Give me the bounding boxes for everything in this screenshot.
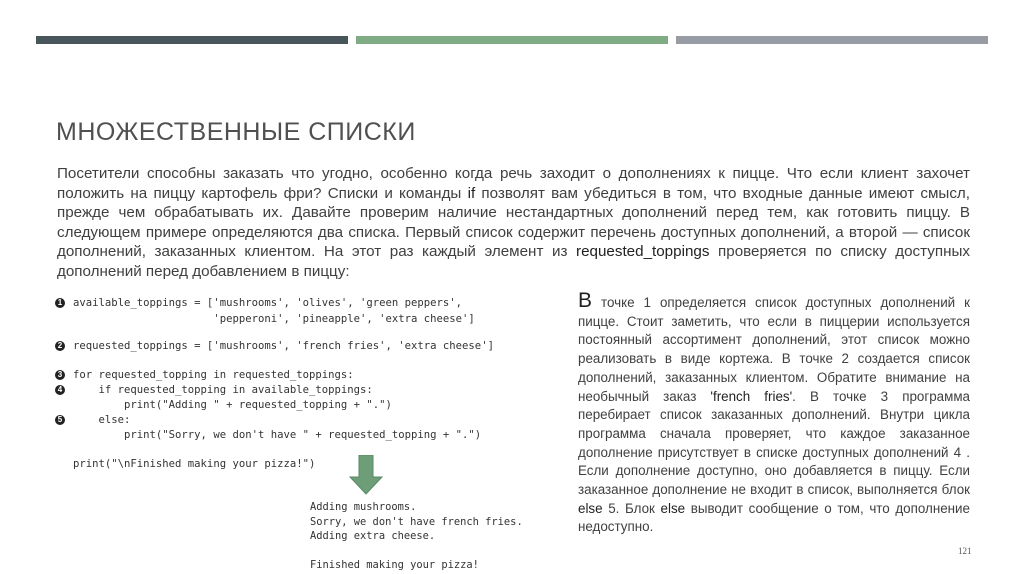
explanation-paragraph: В точке 1 определяется список доступных дополнений к пицце. Стоит заметить, что если в пиццерии используется постоянный ассортимент дополнений, этот список можно реализовать в виде кортежа. В точке 2 создается список дополнений, заказанных клиентом. Обратите внимание на необычный заказ 'french fries'. В точке 3 программа перебирает список заказанных дополнений. Внутри цикла программа сначала проверяет, что каждое заказанное дополнение присутствует в списке доступных дополнений 4 . Если дополнение доступно, оно добавляется в пиццу. Если заказанное дополнение не входит в список, выполняется блок else 5. Блок else выводит сообщение о том, что дополнение недоступно. [578, 289, 970, 535]
drop-letter: В [578, 289, 593, 312]
code-line: print("\nFinished making your pizza!") [73, 458, 316, 470]
intro-paragraph [57, 164, 970, 281]
intro-text: Посетители способны заказать что угодно, особенно когда речь заходит о дополнениях к пицце. Что если клиент захочет положить на пиццу картофель фри? Списки и команды [57, 165, 970, 202]
code-line: 4 if requested_topping in available_toppings: [55, 383, 373, 399]
header-bar-green [356, 36, 668, 44]
output-line: Sorry, we don't have french fries. [310, 515, 523, 528]
keyword-if: if [467, 184, 476, 202]
header-bar-gray [676, 36, 988, 44]
output-blank-line [310, 544, 523, 559]
slide-title: МНОЖЕСТВЕННЫЕ СПИСКИ [56, 118, 416, 146]
marker-2-icon: 2 [55, 341, 65, 351]
output-line: Finished making your pizza! [310, 559, 479, 572]
page-number: 121 [958, 546, 972, 556]
code-line: print("Sorry, we don't have " + requested_topping + ".") [73, 429, 482, 441]
code-line: 1 available_toppings = ['mushrooms', 'olives', 'green peppers', [55, 296, 462, 312]
down-arrow-icon [349, 455, 383, 495]
marker-3-icon: 3 [55, 370, 65, 380]
keyword-else: else [578, 500, 603, 516]
marker-1-icon: 1 [55, 298, 65, 308]
code-line: print("Adding " + requested_topping + ".") [73, 399, 392, 411]
output-line: Adding extra cheese. [310, 530, 436, 543]
marker-4-icon: 4 [55, 385, 65, 395]
code-line: 'pepperoni', 'pineapple', 'extra cheese'] [73, 313, 475, 325]
header-bar-dark [36, 36, 348, 44]
code-line: 5 else: [55, 413, 130, 429]
code-line: 3 for requested_topping in requested_toppings: [55, 368, 354, 384]
marker-5-icon: 5 [55, 415, 65, 425]
code-line: 2 requested_toppings = ['mushrooms', 'french fries', 'extra cheese'] [55, 339, 494, 355]
program-output [310, 500, 523, 573]
output-line: Adding mushrooms. [310, 501, 417, 513]
keyword-french-fries: 'french fries' [710, 388, 793, 404]
keyword-requested-toppings: requested_toppings [576, 243, 710, 260]
intro-text: проверяется по списку доступных дополнений перед добавлением в пиццу: [57, 243, 970, 280]
intro-text: позволят вам убедиться в том, что входные данные имеют смысл, прежде чем обрабатывать их. Давайте проверим наличие нестандартных дополнений перед тем, как готовить пиццу. В следующем примере определяются два списка. Первый список содержит перечень доступных дополнений, а второй — список дополнений, заказанных клиентом. На этот раз каждый элемент из [57, 184, 971, 260]
keyword-else: else [660, 500, 686, 516]
